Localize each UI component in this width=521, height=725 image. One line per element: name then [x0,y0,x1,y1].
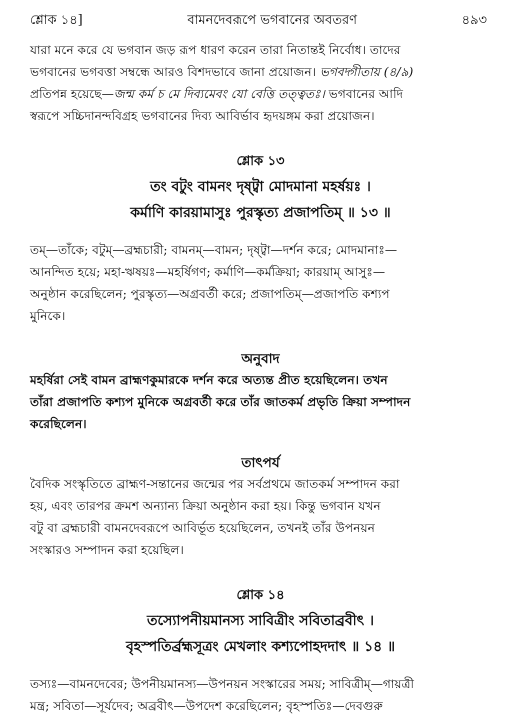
synonyms-13-line-4: মুনিকে। [30,309,66,323]
header-chapter-title: বামনদেবরূপে ভগবানের অবতরণ [187,12,358,28]
translation-line-1: মহর্ষিরা সেই বামন ব্রাহ্মণকুমারকে দর্শন করে অত্যন্ত প্রীত হয়েছিলেন। তখন [30,373,388,387]
intro-line-1: যারা মনে করে যে ভগবান জড় রূপ ধারণ করেন তারা নিতান্তই নির্বোধ। তাদের [30,43,401,57]
intro-line-3-end: ভগবানের আদি [324,87,404,101]
intro-line-2-text: ভগবানের ভগবত্তা সম্বন্ধে আরও বিশদভাবে জানা প্রয়োজন। [30,65,316,79]
purport-title: তাৎপর্য [241,455,280,471]
gita-reference: ভগবদ্গীতায় (৪/৯) [319,65,414,79]
verse-13-line-1: তং বটুং বামনং দৃষ্ট্বা মোদমানা মহর্ষয়ঃ । [150,179,371,195]
header-verse-ref: শ্লোক ১৪] [30,12,83,28]
page-number: ৪৯৩ [461,12,487,28]
synonyms-13-line-1: তম্‌—তাঁকে; বটুম্‌—ব্রহ্মচারী; বামনম্‌—বামন; দৃষ্ট্বা—দর্শন করে; মোদমানাঃ— [30,243,398,257]
gita-quote: জন্ম কর্ম চ মে দিব্যমেবং যো বেত্তি তত্ত্বতঃ। [113,87,325,101]
intro-line-4: স্বরূপে সচ্চিদানন্দবিগ্রহ ভগবানের দিব্য আবির্ভাব হৃদয়ঙ্গম করা প্রয়োজন। [30,109,375,123]
synonyms-13-line-3: অনুষ্ঠান করেছিলেন; পুরস্কৃত্য—অগ্রবর্তী করে; প্রজাপতিম্‌—প্রজাপতি কশ্যপ [30,287,390,301]
intro-line-3-text: প্রতিপন্ন হয়েছে— [30,87,114,101]
synonyms-14-line-1: তস্যঃ—বামনদেবের; উপনীয়মানস্য—উপনয়ন সংস্কারের সময়; সাবিত্রীম্‌—গায়ত্রী [30,677,415,691]
synonyms-13-line-2: আনন্দিত হয়ে; মহা-ঋষয়ঃ—মহর্ষিগণ; কর্মাণি—কর্মক্রিয়া; কারয়াম্‌ আসুঃ— [30,265,386,279]
purport-line-4: সংস্কারও সম্পাদন করা হয়েছিল। [30,543,184,557]
synonyms-14-line-2: মন্ত্র; সবিতা—সূর্যদেব; অব্রবীৎ—উপদেশ করেছিলেন; বৃহস্পতিঃ—দেবগুরু [30,699,383,713]
purport-line-1: বৈদিক সংস্কৃতিতে ব্রাহ্মণ-সন্তানের জন্মের পর সর্বপ্রথমে জাতকর্ম সম্পাদন করা [30,477,400,491]
translation-line-2: তাঁরা প্রজাপতি কশ্যপ মুনিকে অগ্রবর্তী করে তাঁর জাতকর্ম প্রভৃতি ক্রিয়া সম্পাদন [30,395,411,409]
intro-line-2 [30,62,487,84]
page-header [30,10,487,32]
verse-13-line-2: কর্মাণি কারয়ামাসুঃ পুরস্কৃত্য প্রজাপতিম্‌ ॥ ১৩ ॥ [130,205,391,221]
verse-14-line-2: বৃহস্পতির্ব্রহ্মসূত্রং মেখলাং কশ্যপোহদদাৎ ॥ ১৪ ॥ [125,639,396,655]
verse-13-label: শ্লোক ১৩ [236,154,285,169]
verse-14-line-1: তস্যোপনীয়মানস্য সাবিত্রীং সবিতাব্রবীৎ । [146,613,374,629]
translation-title: অনুবাদ [241,351,280,367]
purport-line-2: হয়, এবং তারপর ক্রমশ অন্যান্য ক্রিয়া অনুষ্ঠান করা হয়। কিন্তু ভগবান যখন [30,499,381,513]
purport-line-3: বটু বা ব্রহ্মচারী বামনদেবরূপে আবির্ভূত হয়েছিলেন, তখনই তাঁর উপনয়ন [30,521,375,535]
verse-14-label: শ্লোক ১৪ [236,588,285,603]
translation-line-3: করেছিলেন। [30,417,87,431]
intro-line-3 [30,84,487,106]
